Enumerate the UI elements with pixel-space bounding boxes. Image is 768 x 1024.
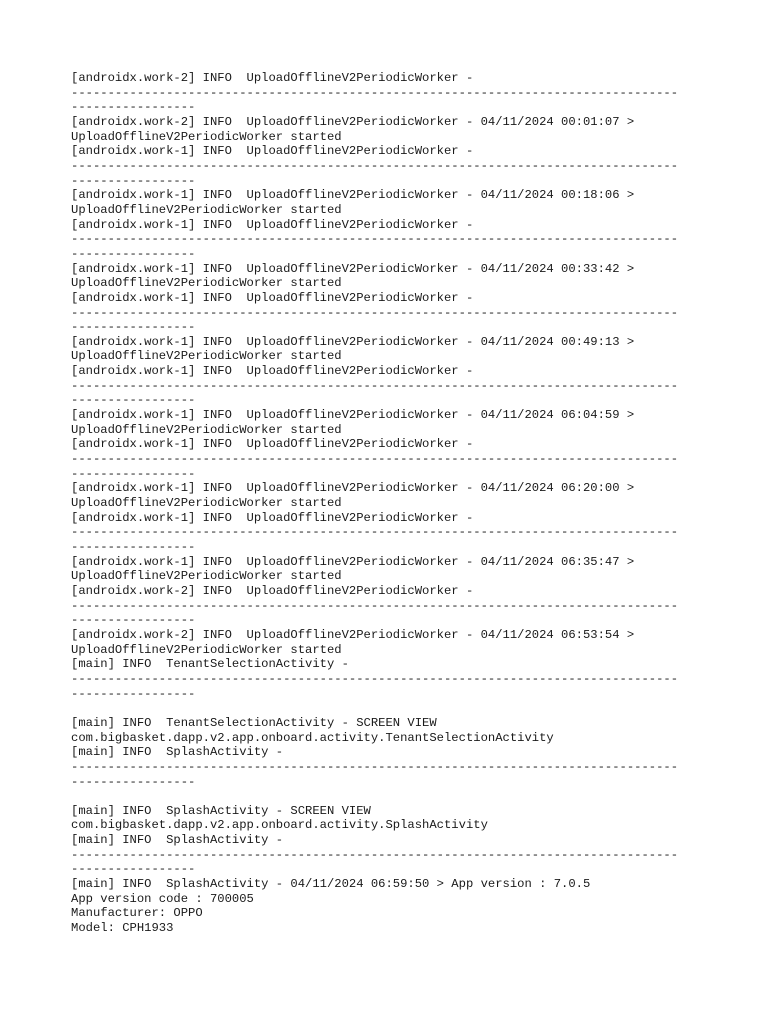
log-line: [androidx.work-1] INFO UploadOfflineV2PeriodicWorker - 04/11/2024 00:49:13 > xyxy=(71,334,635,349)
log-line: [androidx.work-1] INFO UploadOfflineV2PeriodicWorker - 04/11/2024 06:35:47 > xyxy=(71,554,635,569)
log-line: [androidx.work-2] INFO UploadOfflineV2PeriodicWorker - xyxy=(71,583,474,598)
log-line: UploadOfflineV2PeriodicWorker started xyxy=(71,349,342,364)
blank-line xyxy=(71,701,711,716)
log-line: [main] INFO SplashActivity - xyxy=(71,833,284,848)
log-line: UploadOfflineV2PeriodicWorker started xyxy=(71,496,342,511)
log-line: [androidx.work-2] INFO UploadOfflineV2PeriodicWorker - xyxy=(71,71,474,85)
log-line: UploadOfflineV2PeriodicWorker started xyxy=(71,422,342,437)
log-line: UploadOfflineV2PeriodicWorker started xyxy=(71,276,342,291)
log-line: [main] INFO TenantSelectionActivity - xyxy=(71,657,349,672)
log-line: [androidx.work-1] INFO UploadOfflineV2PeriodicWorker - xyxy=(71,144,474,159)
log-line: [androidx.work-1] INFO UploadOfflineV2PeriodicWorker - xyxy=(71,364,474,379)
separator-line: ----------------- xyxy=(71,540,196,554)
log-line: UploadOfflineV2PeriodicWorker started xyxy=(71,202,342,217)
separator-line: ----------------- xyxy=(71,686,196,701)
separator-line: ----------------------------------------------------------------------------------- xyxy=(71,671,679,686)
log-line: com.bigbasket.dapp.v2.app.onboard.activity.SplashActivity xyxy=(71,818,488,833)
separator-line: ----------------------------------------------------------------------------------- xyxy=(71,378,679,393)
separator-line: ----------------- xyxy=(71,246,196,261)
separator-line: ----------------- xyxy=(71,862,196,877)
separator-line: ----------------- xyxy=(71,613,196,628)
log-line: [main] INFO TenantSelectionActivity - SCREEN VIEW xyxy=(71,715,437,730)
separator-line: ----------------------------------------------------------------------------------- xyxy=(71,305,679,320)
log-document xyxy=(71,71,711,936)
log-line: App version code : 700005 xyxy=(71,891,254,906)
blank-line xyxy=(71,789,711,804)
log-line: [androidx.work-2] INFO UploadOfflineV2PeriodicWorker - 04/11/2024 06:53:54 > xyxy=(71,627,635,642)
separator-line: ----------------------------------------------------------------------------------- xyxy=(71,525,679,540)
log-line: UploadOfflineV2PeriodicWorker started xyxy=(71,129,342,144)
separator-line: ----------------- xyxy=(71,466,196,481)
separator-line: ----------------------------------------------------------------------------------- xyxy=(71,847,679,862)
log-line: [androidx.work-1] INFO UploadOfflineV2PeriodicWorker - 04/11/2024 00:18:06 > xyxy=(71,188,635,203)
log-line: [main] INFO SplashActivity - 04/11/2024 06:59:50 > App version : 7.0.5 xyxy=(71,877,591,892)
separator-line: ----------------------------------------------------------------------------------- xyxy=(71,598,679,613)
log-line: Manufacturer: OPPO xyxy=(71,906,203,921)
log-line: [main] INFO SplashActivity - SCREEN VIEW xyxy=(71,803,371,818)
log-line: [androidx.work-1] INFO UploadOfflineV2PeriodicWorker - xyxy=(71,437,474,452)
log-line: [androidx.work-1] INFO UploadOfflineV2PeriodicWorker - xyxy=(71,217,474,232)
log-line: [androidx.work-1] INFO UploadOfflineV2PeriodicWorker - xyxy=(71,510,474,525)
separator-line: ----------------------------------------------------------------------------------- xyxy=(71,158,679,173)
log-line: [androidx.work-1] INFO UploadOfflineV2PeriodicWorker - 04/11/2024 00:33:42 > xyxy=(71,261,635,276)
log-line: [androidx.work-2] INFO UploadOfflineV2PeriodicWorker - 04/11/2024 00:01:07 > xyxy=(71,114,635,129)
separator-line: ----------------------------------------------------------------------------------- xyxy=(71,232,679,247)
log-line: com.bigbasket.dapp.v2.app.onboard.activity.TenantSelectionActivity xyxy=(71,730,554,745)
separator-line: ----------------- xyxy=(71,774,196,789)
separator-line: ----------------- xyxy=(71,320,196,335)
separator-line: ----------------- xyxy=(71,173,196,188)
log-line: Model: CPH1933 xyxy=(71,921,174,936)
separator-line: ----------------- xyxy=(71,393,196,408)
log-line: [androidx.work-1] INFO UploadOfflineV2PeriodicWorker - xyxy=(71,290,474,305)
log-line: [main] INFO SplashActivity - xyxy=(71,745,284,760)
log-line: UploadOfflineV2PeriodicWorker started xyxy=(71,642,342,657)
separator-line: ----------------------------------------------------------------------------------- xyxy=(71,452,679,467)
separator-line: ----------------------------------------------------------------------------------- xyxy=(71,759,679,774)
log-line: UploadOfflineV2PeriodicWorker started xyxy=(71,569,342,584)
log-line: [androidx.work-1] INFO UploadOfflineV2PeriodicWorker - 04/11/2024 06:20:00 > xyxy=(71,481,635,496)
separator-line: ----------------------------------------------------------------------------------- xyxy=(71,85,679,100)
log-line: [androidx.work-1] INFO UploadOfflineV2PeriodicWorker - 04/11/2024 06:04:59 > xyxy=(71,408,635,423)
separator-line: ----------------- xyxy=(71,100,196,115)
